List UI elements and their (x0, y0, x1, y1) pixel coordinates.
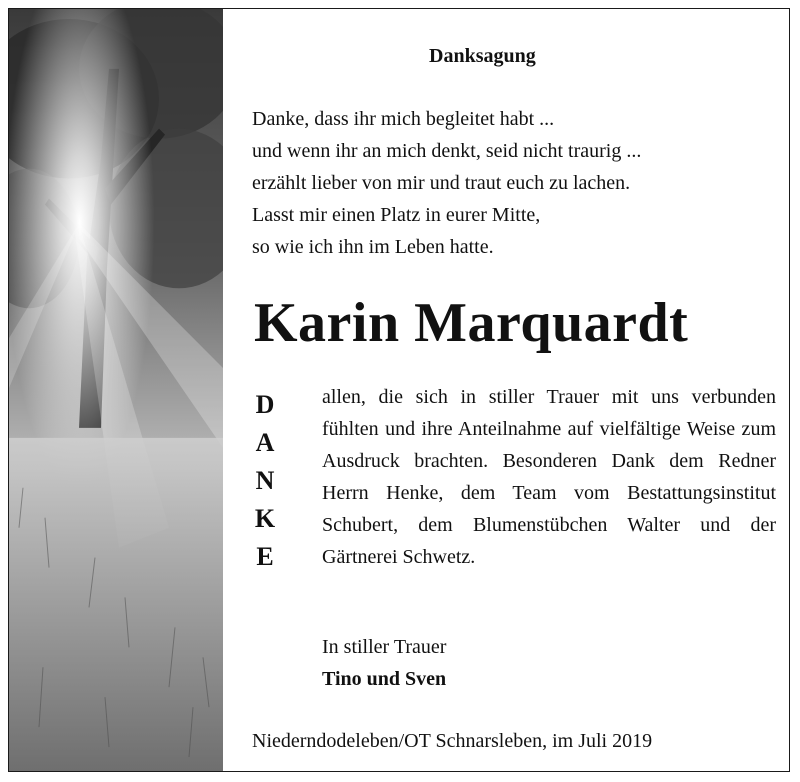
danke-vertical-word (245, 386, 285, 576)
poem-line: so wie ich ihn im Leben hatte. (252, 236, 494, 258)
poem-line: Danke, dass ihr mich begleitet habt ... (252, 108, 555, 130)
poem (252, 103, 790, 263)
danke-letter: N (255, 466, 275, 495)
closing-signature (322, 631, 446, 695)
danke-letter: D (255, 390, 275, 419)
poem-line: und wenn ihr an mich denkt, seid nicht traurig ... (252, 140, 642, 162)
obituary-notice (8, 8, 790, 772)
thanks-paragraph: allen, die sich in stiller Trauer mit uns verbunden fühlten und ihre Anteilnahme auf vielfältige Weise zum Ausdruck brachten. Besonderen Dank dem Redner Herrn Henke, dem Team vom Bestattungsinstitut Schubert, dem Blumenstübchen Walter und der Gärtnerei Schwetz. (322, 386, 776, 568)
place-and-date: Niederndodeleben/OT Schnarsleben, im Juli 2019 (252, 730, 653, 752)
closing-greeting: In stiller Trauer (322, 636, 447, 658)
danke-letter: E (256, 542, 274, 571)
danke-letter: K (254, 504, 276, 533)
deceased-name: Karin Marquardt (254, 292, 689, 354)
tree-sunlight-illustration (9, 9, 223, 771)
signers-names: Tino und Sven (322, 668, 447, 690)
danke-letter: A (255, 428, 275, 457)
forest-sunbeam-photo (9, 9, 223, 771)
poem-line: erzählt lieber von mir und traut euch zu lachen. (252, 172, 631, 194)
poem-line: Lasst mir einen Platz in eurer Mitte, (252, 204, 541, 226)
notice-heading: Danksagung (429, 45, 536, 67)
